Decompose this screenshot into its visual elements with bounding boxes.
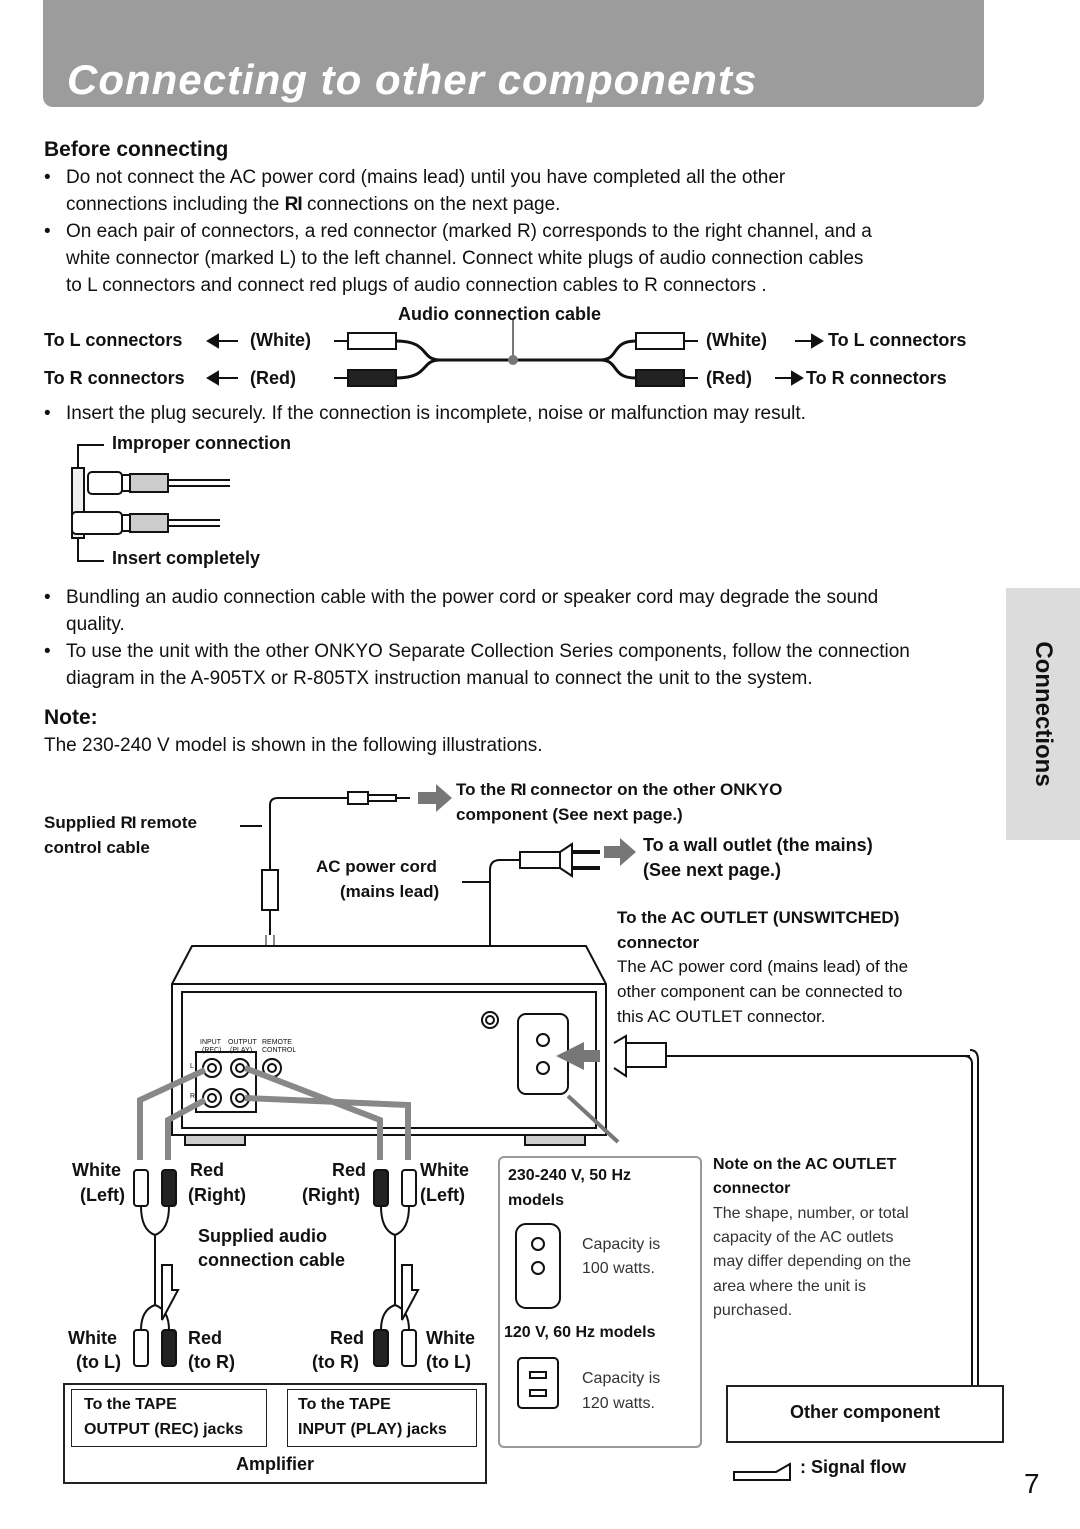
white-left-sub: (Left) — [80, 1185, 125, 1205]
bullet-text: On each pair of connectors, a red connector (marked R) corresponds to the right channel, and a — [66, 221, 872, 242]
tape-input-box — [287, 1389, 477, 1447]
left-top-dest: To L connectors — [44, 330, 183, 350]
bullet-text: connections on the next page. — [306, 194, 561, 215]
bullet-insert-securely: • Insert the plug securely. If the connection is incomplete, noise or malfunction may result. — [44, 400, 984, 427]
bullet-text: connections including the — [66, 194, 280, 215]
panel-input-label: INPUT — [200, 1039, 221, 1046]
audio-cable-title: Audio connection cable — [398, 304, 602, 324]
tape-input-label1: To the TAPE — [298, 1396, 391, 1413]
improper-connection-label: Improper connection — [112, 433, 292, 453]
bullet-text: white connector (marked L) to the left channel. Connect white plugs of audio connection cables — [66, 248, 864, 269]
page-title: Connecting to other components — [67, 56, 758, 103]
capacity-120-label: Capacity is — [582, 1370, 661, 1387]
tape-output-label2: OUTPUT (REC) jacks — [84, 1421, 244, 1438]
panel-play-label: (PLAY) — [230, 1047, 253, 1054]
right-bot-color: (Red) — [706, 368, 752, 388]
tape-input-label2: INPUT (PLAY) jacks — [298, 1421, 447, 1438]
red-right-sub-2: (Right) — [302, 1185, 360, 1205]
ac-cord-label: AC power cord — [316, 857, 437, 876]
panel-l-label: L — [190, 1063, 194, 1070]
before-connecting-heading: Before connecting — [44, 138, 229, 161]
ac-outlet-label2: connector — [617, 933, 700, 952]
bullet-connectors: • On each pair of connectors, a red connector (marked R) corresponds to the right channel, and a white connector (marked L) to the left channel. Connect white plugs of audio connection cables to L connectors and connect red plugs of audio connection cables to R connectors . — [44, 221, 872, 296]
white-to-l-label: White — [68, 1328, 117, 1348]
tape-output-label1: To the TAPE — [84, 1396, 177, 1413]
ac-note-heading: Note on the AC OUTLET — [713, 1156, 897, 1173]
ac-outlet-desc1: The AC power cord (mains lead) of the — [617, 957, 909, 976]
models-230-label2: models — [508, 1192, 565, 1209]
bullet-text: to L connectors and connect red plugs of audio connection cables to R connectors . — [66, 275, 767, 296]
white-left-label-2: White — [420, 1160, 469, 1180]
label-text: remote — [140, 813, 197, 832]
tape-output-box — [71, 1389, 267, 1447]
bullet-text: Bundling an audio connection cable with the power cord or speaker cord may degrade the sound — [66, 587, 879, 608]
insert-completely-label: Insert completely — [112, 548, 261, 568]
wall-outlet-label: To a wall outlet (the mains) — [643, 835, 873, 855]
other-component-label: Other component — [789, 1402, 940, 1422]
label-text: To the — [456, 780, 506, 799]
left-bot-dest: To R connectors — [44, 368, 185, 388]
models-120-label: 120 V, 60 Hz models — [504, 1324, 656, 1341]
bullet-text: quality. — [66, 614, 125, 635]
right-bot-dest: To R connectors — [806, 368, 947, 388]
panel-control-label: CONTROL — [262, 1047, 297, 1054]
red-to-r-label: Red — [188, 1328, 223, 1348]
supplied-audio-label2: connection cable — [198, 1250, 346, 1270]
capacity-120-label2: 120 watts. — [582, 1395, 655, 1412]
capacity-100-label: Capacity is — [582, 1236, 661, 1253]
signal-flow-legend: : Signal flow — [800, 1457, 906, 1477]
models-230-label: 230-240 V, 50 Hz — [508, 1167, 632, 1184]
note-heading: Note: — [44, 706, 98, 729]
bullet-power-cord: • Do not connect the AC power cord (mains lead) until you have completed all the other connections including the RI connections on the next page. — [44, 164, 984, 218]
ac-cord-label2: (mains lead) — [340, 882, 440, 901]
left-top-color: (White) — [250, 330, 311, 350]
panel-rec-label: (REC) — [202, 1047, 222, 1054]
ac-note-desc2: capacity of the AC outlets — [713, 1229, 894, 1246]
right-top-dest: To L connectors — [828, 330, 967, 350]
amplifier-box — [63, 1383, 487, 1484]
supplied-remote-label — [44, 813, 197, 833]
label-text: connector on the other ONKYO — [530, 780, 783, 799]
red-right-label-2: Red — [332, 1160, 367, 1180]
ac-note-desc3: may differ depending on the — [713, 1253, 912, 1270]
panel-r-label: R — [190, 1093, 196, 1100]
ri-symbol-icon: RI — [284, 194, 302, 215]
red-to-r-sub: (to R) — [188, 1352, 235, 1372]
bullet-text: diagram in the A-905TX or R-805TX instruction manual to connect the unit to the system. — [66, 668, 813, 689]
note-text: The 230-240 V model is shown in the following illustrations. — [44, 735, 543, 756]
ri-symbol-icon: RI — [510, 780, 526, 799]
red-right-label: Red — [190, 1160, 225, 1180]
plug-insertion-illustration — [60, 440, 240, 570]
white-left-sub-2: (Left) — [420, 1185, 465, 1205]
bullet-text: Do not connect the AC power cord (mains lead) until you have completed all the other — [66, 167, 786, 188]
white-to-l-sub: (to L) — [76, 1352, 121, 1372]
panel-output-label: OUTPUT — [228, 1039, 257, 1046]
page-number: 7 — [1024, 1468, 1040, 1499]
ac-outlet-desc2: other component can be connected to — [617, 982, 903, 1001]
other-component-box — [726, 1385, 1004, 1443]
red-to-r-sub-2: (to R) — [312, 1352, 359, 1372]
white-to-l-sub-2: (to L) — [426, 1352, 471, 1372]
title-banner — [43, 0, 984, 107]
right-top-color: (White) — [706, 330, 767, 350]
ac-outlet-desc3: this AC OUTLET connector. — [617, 1007, 826, 1026]
ac-note-desc1: The shape, number, or total — [713, 1205, 909, 1222]
wall-outlet-label2: (See next page.) — [643, 860, 782, 880]
bullet-text: To use the unit with the other ONKYO Separate Collection Series components, follow the connection — [66, 641, 910, 662]
red-to-r-label-2: Red — [330, 1328, 365, 1348]
to-ri-connector-line2: component (See next page.) — [456, 805, 683, 824]
to-ri-connector-label — [456, 780, 782, 800]
capacity-100-label2: 100 watts. — [582, 1260, 655, 1277]
bullet-text: Insert the plug securely. If the connection is incomplete, noise or malfunction may result. — [66, 403, 806, 424]
red-right-sub: (Right) — [188, 1185, 246, 1205]
ac-note-desc5: purchased. — [713, 1302, 793, 1319]
bullet-bundling: • Bundling an audio connection cable with the power cord or speaker cord may degrade the sound quality. — [44, 587, 879, 635]
models-box — [498, 1156, 702, 1448]
white-left-label: White — [72, 1160, 121, 1180]
ri-symbol-icon: RI — [120, 813, 136, 832]
control-cable-label: control cable — [44, 838, 150, 857]
section-tab-label: Connections — [1030, 641, 1057, 787]
bullet-onkyo-series: • To use the unit with the other ONKYO Separate Collection Series components, follow the connection diagram in the A-905TX or R-805TX instruction manual to connect the unit to the system. — [44, 641, 910, 689]
ac-note-desc4: area where the unit is — [713, 1278, 866, 1295]
ac-note-heading2: connector — [713, 1180, 791, 1197]
ac-outlet-label: To the AC OUTLET (UNSWITCHED) — [617, 908, 900, 927]
white-to-l-label-2: White — [426, 1328, 475, 1348]
amplifier-label: Amplifier — [235, 1454, 314, 1474]
audio-cable-illustration — [0, 320, 1080, 400]
panel-remote-label: REMOTE — [262, 1039, 292, 1046]
left-bot-color: (Red) — [250, 368, 296, 388]
label-text: Supplied — [44, 813, 116, 832]
supplied-audio-label: Supplied audio — [198, 1226, 327, 1246]
